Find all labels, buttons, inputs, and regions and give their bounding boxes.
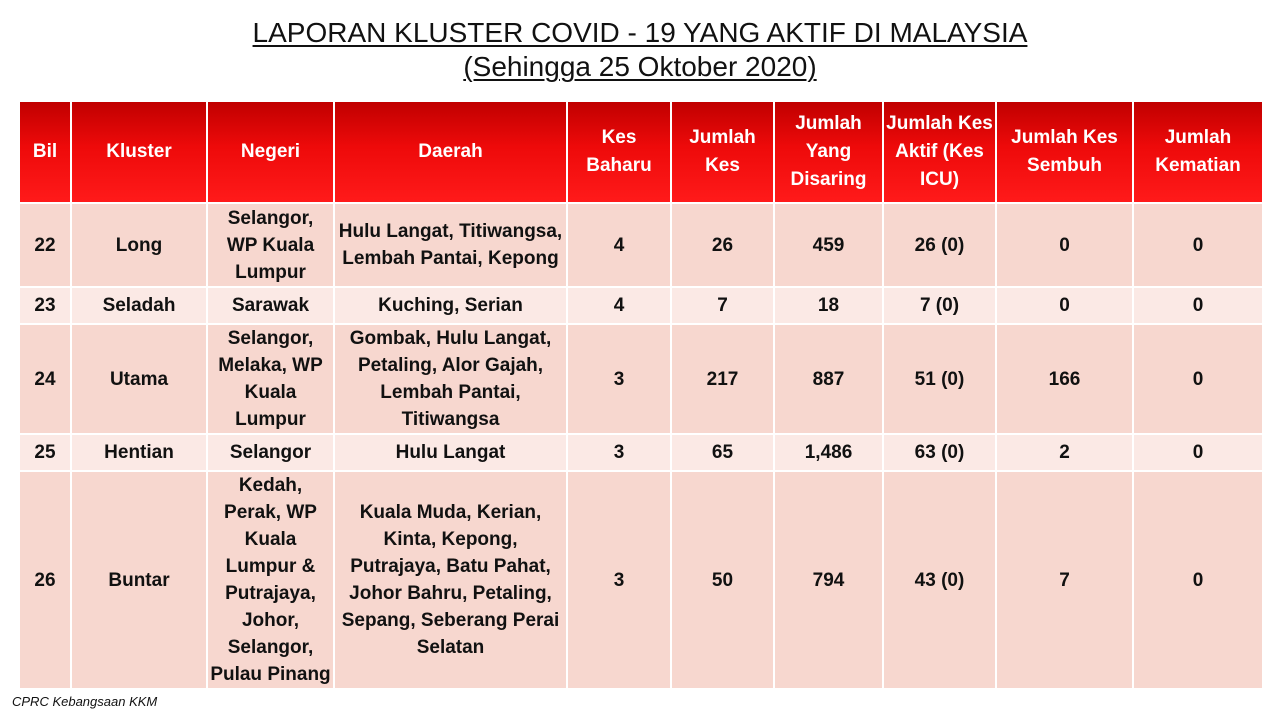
table-row (19, 287, 1263, 324)
cell-jumlah-sembuh: 166 (996, 324, 1133, 434)
cell-kluster: Utama (71, 324, 207, 434)
report-title (0, 16, 1280, 84)
cell-jumlah-sembuh: 7 (996, 471, 1133, 689)
table-row (19, 434, 1263, 471)
table-row (19, 203, 1263, 287)
cell-kluster: Long (71, 203, 207, 287)
cell-negeri: Selangor, WP Kuala Lumpur (207, 203, 334, 287)
cell-jumlah-kematian: 0 (1133, 471, 1263, 689)
cell-negeri: Sarawak (207, 287, 334, 324)
cell-jumlah-aktif: 51 (0) (883, 324, 996, 434)
header-jumlah-kes: Jumlah Kes (671, 101, 774, 203)
cell-negeri: Selangor, Melaka, WP Kuala Lumpur (207, 324, 334, 434)
header-jumlah-kematian: Jumlah Kematian (1133, 101, 1263, 203)
cell-jumlah-kes: 26 (671, 203, 774, 287)
cell-daerah: Hulu Langat (334, 434, 567, 471)
cell-daerah: Kuala Muda, Kerian, Kinta, Kepong, Putrajaya, Batu Pahat, Johor Bahru, Petaling, Sepang, Seberang Perai Selatan (334, 471, 567, 689)
table-header-row (19, 101, 1263, 203)
cell-jumlah-sembuh: 0 (996, 203, 1133, 287)
title-line-2: (Sehingga 25 Oktober 2020) (463, 51, 817, 82)
cell-jumlah-aktif: 43 (0) (883, 471, 996, 689)
cell-jumlah-disaring: 459 (774, 203, 883, 287)
cell-kes-baharu: 3 (567, 471, 671, 689)
cell-negeri: Selangor (207, 434, 334, 471)
cell-jumlah-kes: 50 (671, 471, 774, 689)
source-footer: CPRC Kebangsaan KKM (12, 694, 158, 709)
cell-jumlah-sembuh: 2 (996, 434, 1133, 471)
cell-daerah: Gombak, Hulu Langat, Petaling, Alor Gajah, Lembah Pantai, Titiwangsa (334, 324, 567, 434)
cell-jumlah-disaring: 18 (774, 287, 883, 324)
header-bil: Bil (19, 101, 71, 203)
cell-jumlah-kes: 217 (671, 324, 774, 434)
header-kluster: Kluster (71, 101, 207, 203)
cell-negeri: Kedah, Perak, WP Kuala Lumpur & Putrajaya, Johor, Selangor, Pulau Pinang (207, 471, 334, 689)
cell-kes-baharu: 4 (567, 287, 671, 324)
title-line-1: LAPORAN KLUSTER COVID - 19 YANG AKTIF DI MALAYSIA (252, 17, 1028, 48)
header-jumlah-disaring: Jumlah Yang Disaring (774, 101, 883, 203)
cell-jumlah-aktif: 63 (0) (883, 434, 996, 471)
cell-daerah: Hulu Langat, Titiwangsa, Lembah Pantai, Kepong (334, 203, 567, 287)
header-daerah: Daerah (334, 101, 567, 203)
cell-kluster: Buntar (71, 471, 207, 689)
cell-kes-baharu: 3 (567, 434, 671, 471)
cell-kluster: Seladah (71, 287, 207, 324)
table-row (19, 471, 1263, 689)
cell-jumlah-disaring: 1,486 (774, 434, 883, 471)
cell-kes-baharu: 4 (567, 203, 671, 287)
cell-jumlah-kes: 65 (671, 434, 774, 471)
cell-bil: 26 (19, 471, 71, 689)
cell-kes-baharu: 3 (567, 324, 671, 434)
cell-jumlah-kematian: 0 (1133, 287, 1263, 324)
cell-jumlah-kematian: 0 (1133, 203, 1263, 287)
cell-kluster: Hentian (71, 434, 207, 471)
cell-daerah: Kuching, Serian (334, 287, 567, 324)
cell-bil: 23 (19, 287, 71, 324)
table-row (19, 324, 1263, 434)
header-negeri: Negeri (207, 101, 334, 203)
cell-jumlah-aktif: 7 (0) (883, 287, 996, 324)
cell-jumlah-disaring: 794 (774, 471, 883, 689)
cell-jumlah-kes: 7 (671, 287, 774, 324)
cell-bil: 22 (19, 203, 71, 287)
header-kes-baharu: Kes Baharu (567, 101, 671, 203)
cell-jumlah-kematian: 0 (1133, 434, 1263, 471)
cell-jumlah-sembuh: 0 (996, 287, 1133, 324)
header-jumlah-sembuh: Jumlah Kes Sembuh (996, 101, 1133, 203)
cell-bil: 25 (19, 434, 71, 471)
header-jumlah-aktif: Jumlah Kes Aktif (Kes ICU) (883, 101, 996, 203)
cluster-table (18, 100, 1264, 690)
cell-jumlah-kematian: 0 (1133, 324, 1263, 434)
cell-jumlah-disaring: 887 (774, 324, 883, 434)
cell-bil: 24 (19, 324, 71, 434)
cell-jumlah-aktif: 26 (0) (883, 203, 996, 287)
